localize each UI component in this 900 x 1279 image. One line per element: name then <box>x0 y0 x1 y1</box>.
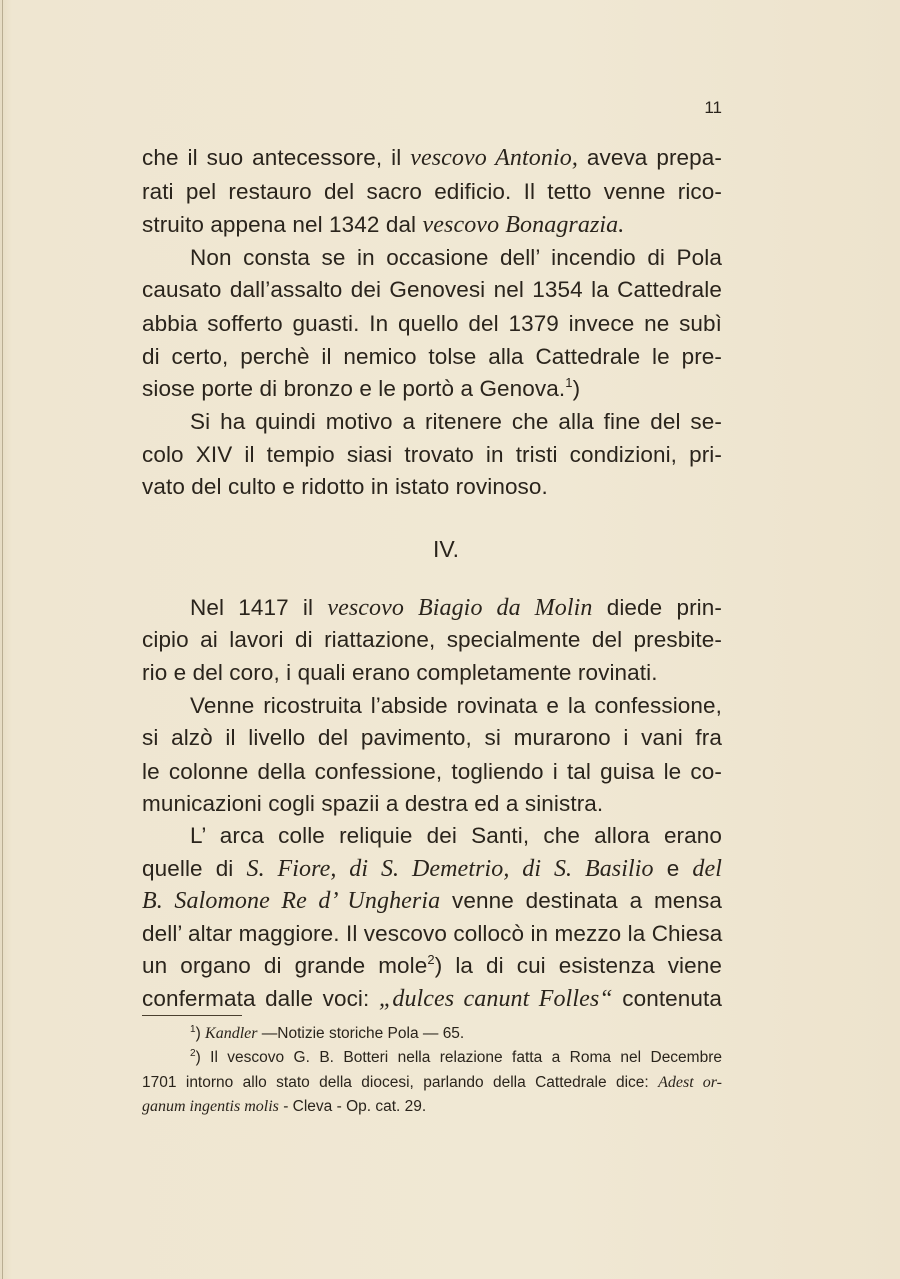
text-line: Nel 1417 il vescovo Biagio da Molin diede prin- <box>190 595 722 621</box>
text-line: dell’ altar maggiore. Il vescovo collocò in mezzo la Chiesa <box>142 921 723 946</box>
text-line: vato del culto e ridotto in istato rovinoso. <box>142 474 548 499</box>
text-line: quelle di S. Fiore, di S. Demetrio, di S. Basilio e del <box>142 856 722 882</box>
text-line: rati pel restauro del sacro edificio. Il tetto venne rico- <box>142 179 722 204</box>
footnote-2-line-2: 1701 intorno allo stato della diocesi, parlando della Cattedrale dice: Adest or- <box>142 1074 723 1091</box>
footnote-2: $^2$) Il vescovo G. B. Botteri nella relazione fatta a Roma nel Decembre <box>190 1048 722 1066</box>
text-line: confermata dalle voci: „dulces canunt Folles“ contenuta <box>142 986 722 1012</box>
text-line: struito appena nel 1342 dal vescovo Bonagrazia. <box>142 212 625 238</box>
text-line: un organo di grande mole$^2$) la di cui esistenza viene <box>142 952 722 978</box>
text-line: abbia sofferto guasti. In quello del 1379 invece ne subì <box>142 311 722 336</box>
text-line: le colonne della confessione, togliendo i tal guisa le co- <box>142 759 722 784</box>
text-line: Venne ricostruita l’abside rovinata e la confessione, <box>190 693 722 718</box>
text-line: causato dall’assalto dei Genovesi nel 1354 la Cattedrale <box>142 277 722 302</box>
text-line: L’ arca colle reliquie dei Santi, che allora erano <box>190 823 722 848</box>
footnote-ref: 1 <box>565 375 573 390</box>
text-line: rio e del coro, i quali erano completamente rovinati. <box>142 660 658 685</box>
text-line: Si ha quindi motivo a ritenere che alla fine del se- <box>190 409 722 434</box>
text-line: siose porte di bronzo e le portò a Genova.$^1$) <box>142 375 581 401</box>
page-number: 11 <box>704 98 722 117</box>
footnote-1: $^1$) Kandler —Notizie storiche Pola — 65. <box>190 1024 465 1042</box>
text-line: B. Salomone Re d’ Ungheria venne destinata a mensa <box>142 888 722 914</box>
text-line: che il suo antecessore, il vescovo Antonio, aveva prepa- <box>142 145 722 171</box>
footnote-2-line-3: ganum ingentis molis - Cleva - Op. cat. 29. <box>142 1098 427 1115</box>
text-line: di certo, perchè il nemico tolse alla Cattedrale le pre- <box>142 344 722 369</box>
footnote-ref: 2 <box>427 952 435 967</box>
text-line: si alzò il livello del pavimento, si murarono i vani fra <box>142 725 722 750</box>
text-line: colo XIV il tempio siasi trovato in tristi condizioni, pri- <box>142 442 722 467</box>
page-edge <box>2 0 3 1279</box>
section-heading: IV. <box>432 536 459 562</box>
footnote-divider <box>142 1015 242 1016</box>
text-line: municazioni cogli spazii a destra ed a sinistra. <box>142 791 604 816</box>
text-line: cipio ai lavori di riattazione, specialmente del presbite- <box>142 627 722 652</box>
text-line: Non consta se in occasione dell’ incendio di Pola <box>190 245 722 270</box>
